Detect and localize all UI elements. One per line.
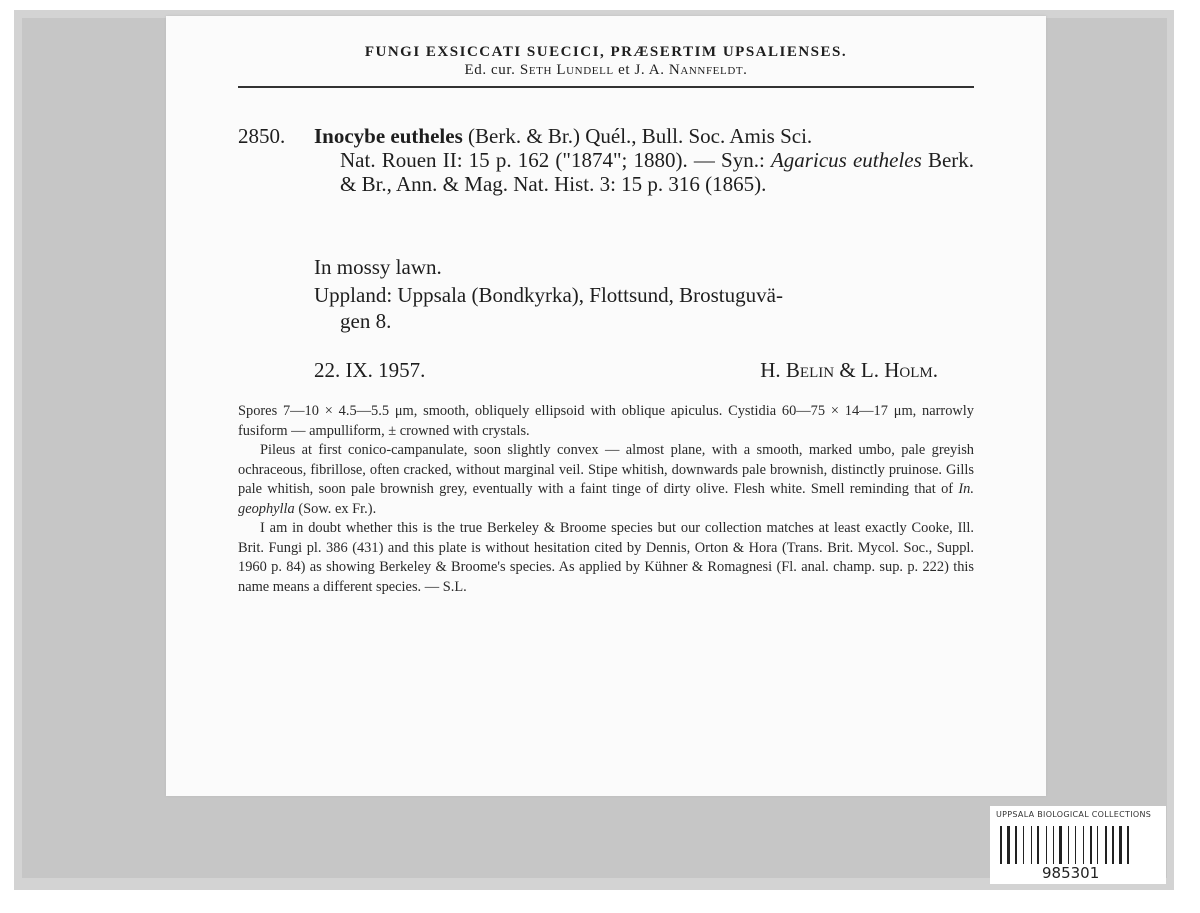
taxon-authority: (Berk. & Br.) Quél., Bull. Soc. Amis Sci. xyxy=(468,124,813,148)
locality-line-1: Uppland: Uppsala (Bondkyrka), Flottsund, Brostuguvä- xyxy=(314,283,783,307)
barcode-bar xyxy=(1015,826,1017,864)
barcode-bar xyxy=(1112,826,1114,864)
barcode-bar xyxy=(1037,826,1039,864)
barcode-bar xyxy=(1019,826,1021,864)
synonym-citation-2: 3: 15 p. 316 (1865). xyxy=(599,172,767,196)
barcode-bar xyxy=(1071,826,1073,864)
barcode-bar xyxy=(1090,826,1092,864)
barcode-bar xyxy=(1000,826,1002,864)
barcode-bar xyxy=(1031,826,1032,864)
editors-join: et xyxy=(618,62,631,78)
barcode-bar xyxy=(1041,826,1044,864)
barcode-bar xyxy=(1094,826,1095,864)
notes-p2-text: Pileus at first conico-campanulate, soon slightly convex — almost plane, with a smooth, marked umbo, pale greyish ochraceous, fibrillose, often cracked, without marginal veil. Stipe whitish, downwards pale brownish, distinctly pruinose. Gills pale whitish, soon pale brownish grey, eventually with a faint tinge of dirty olive. Flesh white. Smell reminding that of xyxy=(238,442,974,497)
barcode-bar xyxy=(1023,826,1024,864)
barcode-bar xyxy=(1068,826,1069,864)
notes-p2-species: In. geophylla xyxy=(238,481,974,517)
collectors: H. Belin & L. Holm. xyxy=(760,358,938,382)
barcode-bar xyxy=(1046,826,1047,864)
barcode-label xyxy=(990,806,1166,884)
barcode-bar xyxy=(1109,826,1110,864)
barcode-bar xyxy=(1097,826,1098,864)
barcode-bar xyxy=(1100,826,1103,864)
barcode-bar xyxy=(1053,826,1054,864)
barcode-bar xyxy=(1078,826,1081,864)
taxon-name: Inocybe eutheles xyxy=(314,124,463,148)
barcode-bar xyxy=(1004,826,1005,864)
barcode-bars xyxy=(1000,826,1150,864)
barcode-bar xyxy=(1007,826,1010,864)
barcode-bar xyxy=(1127,826,1129,864)
barcode-bar xyxy=(1056,826,1057,864)
notes-paragraph-3: I am in doubt whether this is the true Berkeley & Broome species but our collection matches at least exactly Cooke, Ill. Brit. Fungi pl. 386 (431) and this plate is without hesitation cited by Dennis, Orton & Hora (Trans. Brit. Mycol. Soc., Suppl. 1960 p. 84) as showing Berkeley & Broome's species. As applied by Kühner & Romagnesi (Fl. anal. champ. sup. p. 222) this name means a different species. — S.L. xyxy=(238,520,974,595)
barcode-institution: UPPSALA BIOLOGICAL COLLECTIONS xyxy=(996,810,1152,819)
barcode-bar xyxy=(1105,826,1107,864)
taxon-citation xyxy=(314,148,974,196)
barcode-bar xyxy=(1034,826,1035,864)
barcode-bar xyxy=(1124,826,1125,864)
header-rule xyxy=(238,86,974,88)
specimen-label xyxy=(166,16,1046,796)
editor-1: Seth Lundell xyxy=(519,62,614,78)
barcode-bar xyxy=(1086,826,1088,864)
synonym-name: Agaricus eutheles xyxy=(770,148,922,172)
editor-2: J. A. Nannfeldt. xyxy=(634,62,748,78)
barcode-bar xyxy=(1012,826,1013,864)
barcode-bar xyxy=(1116,826,1117,864)
notes-paragraph-2 xyxy=(238,441,974,519)
barcode-bar xyxy=(1119,826,1122,864)
barcode-bar xyxy=(1075,826,1076,864)
series-editors xyxy=(166,62,1046,79)
description-notes xyxy=(238,402,974,597)
exsiccata-number: 2850. xyxy=(238,124,286,148)
notes-p2-tail: (Sow. ex Fr.). xyxy=(298,500,377,517)
synonym-citation: Berk. & Br., Ann. & Mag. Nat. Hist. xyxy=(340,148,975,196)
series-title: FUNGI EXSICCATI SUECICI, PRÆSERTIM UPSALIENSES. xyxy=(364,44,848,60)
barcode-bar xyxy=(1064,826,1066,864)
notes-paragraph-1: Spores 7—10 × 4.5—5.5 μm, smooth, obliquely ellipsoid with oblique apiculus. Cystidia 60—75 × 14—17 μm, narrowly fusiform — ampulliform, ± crowned with crystals. xyxy=(238,403,974,439)
habitat: In mossy lawn. xyxy=(314,255,442,279)
taxon-entry xyxy=(314,124,974,196)
locality xyxy=(314,282,974,334)
citation-rest: Nat. Rouen II: 15 p. 162 ("1874"; 1880). — Syn.: xyxy=(340,148,765,172)
barcode-bar xyxy=(1059,826,1062,864)
locality-line-2: gen 8. xyxy=(340,309,392,333)
barcode-bar xyxy=(1083,826,1084,864)
collection-date: 22. IX. 1957. xyxy=(314,358,426,382)
barcode-bar xyxy=(1049,826,1051,864)
barcode-bar xyxy=(1026,826,1029,864)
barcode-number: 985301 xyxy=(1042,864,1100,882)
editors-prefix: Ed. cur. xyxy=(464,62,516,78)
